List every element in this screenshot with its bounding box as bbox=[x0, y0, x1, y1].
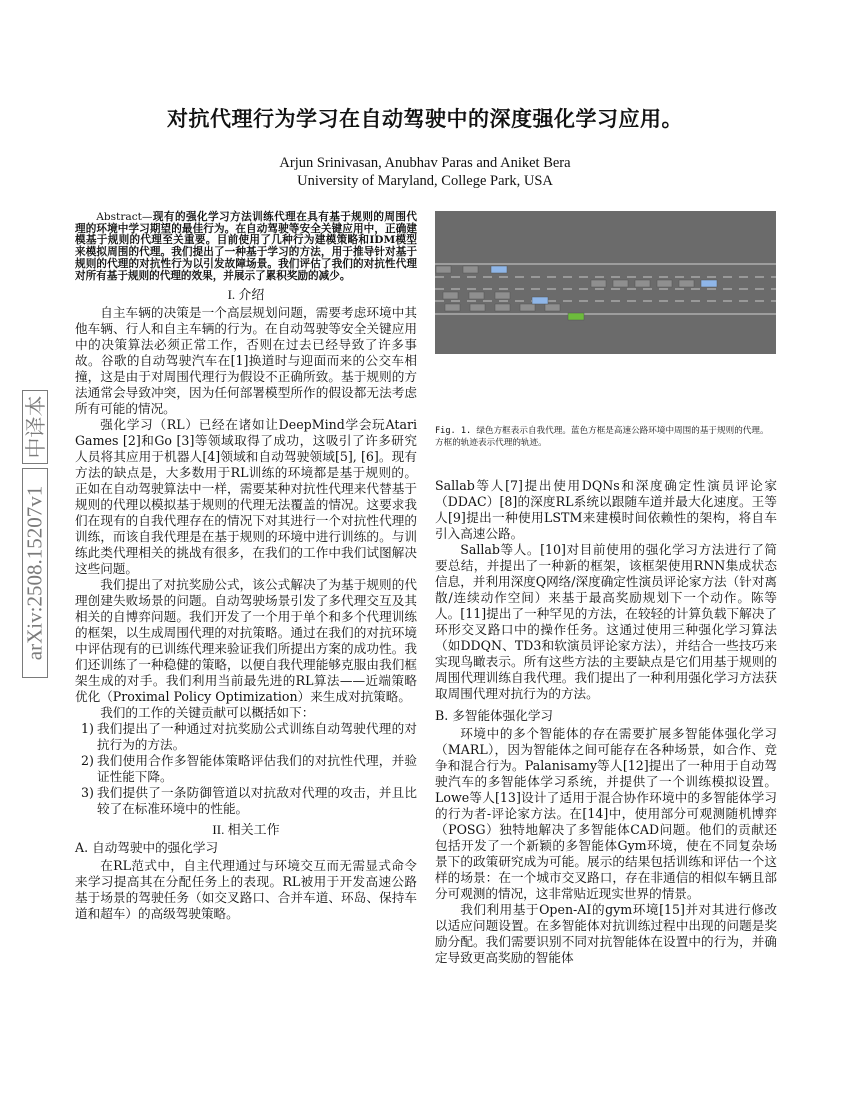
trail-box bbox=[495, 292, 510, 299]
abstract-lead: Abstract— bbox=[96, 211, 153, 223]
blue-agent bbox=[491, 266, 507, 273]
trail-box bbox=[591, 280, 606, 287]
intro-paragraph-1: 自主车辆的决策是一个高层规划问题，需要考虑环境中其他车辆、行人和自主车辆的行为。在自动驾驶等安全关键应用中的决策算法必须正常工作，否则在过去已经导致了许多事故。谷歌的自动驾驶汽车在[1]换道时与迎面而来的公交车相撞，这是由于对周围代理行为假设不正确所致。基于规则的方法通常会导致冲突，因为任何部署模型所作的假设都无法考虑所有可能的情况。 bbox=[75, 305, 417, 417]
trail-box bbox=[520, 304, 535, 311]
list-item: 1) 我们提出了一种通过对抗奖励公式训练自动驾驶代理的对抗行为的方法。 bbox=[81, 721, 417, 753]
trail-box bbox=[495, 304, 510, 311]
trail-box bbox=[469, 292, 484, 299]
contributions-intro: 我们的工作的关键贡献可以概括如下： bbox=[100, 705, 315, 721]
trail-box bbox=[613, 280, 628, 287]
right-paragraph-2: Sallab等人。[10]对目前使用的强化学习方法进行了简要总结，并提出了一种新的框架，该框架使用RNN集成状态信息，并利用深度Q网络/深度确定性演员评论家方法（针对离散/连续动作空间）来基于最高奖励规划下一个动作。陈等人。[11]提出了一种罕见的方法，在较轻的计算负载下解决了环形交叉路口中的操作任务。这通过使用三种强化学习算法（如DDQN、TD3和软演员评论家方法），并结合一些技巧来实现鸟瞰表示。所有这些方法的主要缺点是它们用基于规则的周围代理训练自我代理。我们提出了一种利用强化学习方法获取周围代理对抗行为的方法。 bbox=[435, 542, 778, 701]
subsection-heading-b: B. 多智能体强化学习 bbox=[435, 708, 554, 723]
contributions-list bbox=[75, 721, 417, 817]
right-paragraph-3: 环境中的多个智能体的存在需要扩展多智能体强化学习（MARL），因为智能体之间可能存在各种场景，如合作、竞争和混合行为。Palanisamy等人[12]提出了一种用于自动驾驶汽车的多智能体学习系统，并提供了一个训练模拟设置。Lowe等人[13]设计了适用于混合协作环境中的多智能体学习的行为者-评论家方法。在[14]中，使用部分可观测随机博弈（POSG）独特地解决了多智能体CAD问题。他们的贡献还包括开发了一个新颖的多智能体Gym环境，使在不同复杂场景下的政策研究成为可能。展示的结果包括训练和评估一个这样的场景：在一个城市交叉路口，存在非通信的相似车辆且部分可观测的情况，这非常贴近现实世界的情景。 bbox=[435, 726, 777, 901]
watermark-label-box bbox=[22, 390, 48, 464]
author-block bbox=[0, 154, 850, 190]
list-item: 2) 我们使用合作多智能体策略评估我们的对抗性代理，并验证性能下降。 bbox=[81, 753, 417, 785]
trail-box bbox=[635, 280, 650, 287]
trail-box bbox=[679, 280, 694, 287]
left-column bbox=[75, 212, 417, 922]
section-heading-related: II. 相关工作 bbox=[212, 822, 280, 838]
authors: Arjun Srinivasan, Anubhav Paras and Aniket Bera bbox=[279, 155, 571, 171]
trail-box bbox=[443, 292, 458, 299]
blue-agent bbox=[532, 297, 548, 304]
affiliation: University of Maryland, College Park, USA bbox=[297, 173, 553, 189]
trail-box bbox=[463, 266, 478, 273]
trail-box bbox=[470, 304, 485, 311]
list-item: 3) 我们提供了一条防御管道以对抗敌对代理的攻击，并且比较了在标准环境中的性能。 bbox=[81, 785, 417, 817]
highway-figure bbox=[435, 211, 776, 354]
paper-title: 对抗代理行为学习在自动驾驶中的深度强化学习应用。 bbox=[167, 106, 683, 131]
watermark-arxiv-box bbox=[22, 468, 48, 678]
abstract-text: 现有的强化学习方法训练代理在具有基于规则的周围代理的环境中学习期望的最佳行为。在自动驾驶等安全关键应用中，正确建模基于规则的代理至关重要。目前使用了几种行为建模策略和IDM模型来模拟周围的代理。我们提出了一种基于学习的方法，用于推导针对基于规则的代理的对抗性行为以引发故障场景。我们评估了我们的对抗性代理对所有基于规则的代理的效果，并展示了累积奖励的减少。 bbox=[75, 211, 417, 282]
watermark-label: 中译本 bbox=[24, 395, 48, 459]
subsection-heading-a: A. 自动驾驶中的强化学习 bbox=[75, 840, 219, 856]
right-paragraph-1: Sallab等人[7]提出使用DQNs和深度确定性演员评论家（DDAC）[8]的深度RL系统以跟随车道并最大化速度。王等人[9]提出一种使用LSTM来建模时间依赖性的架构，将自车引入高速公路。 bbox=[435, 478, 777, 541]
right-paragraph-4: 我们利用基于Open-AI的gym环境[15]并对其进行修改以适应问题设置。在多智能体对抗训练过程中出现的问题是奖励分配。我们需要识别不同对抗智能体在设置中的行为，并确定导致更高奖励的智能体 bbox=[435, 902, 777, 965]
trail-box bbox=[545, 304, 560, 311]
watermark-arxiv-id: arXiv:2508.15207v1 bbox=[22, 485, 47, 661]
trail-box bbox=[436, 266, 451, 273]
trail-box bbox=[445, 304, 460, 311]
trail-box bbox=[657, 280, 672, 287]
blue-agent bbox=[701, 280, 717, 287]
section-heading-intro: I. 介绍 bbox=[227, 287, 265, 303]
figure-caption: Fig. 1. 绿色方框表示自我代理。蓝色方框是高速公路环境中周围的基于规则的代理。方框的轨迹表示代理的轨迹。 bbox=[435, 426, 769, 448]
arxiv-watermark bbox=[22, 390, 50, 680]
abstract bbox=[75, 212, 417, 282]
intro-paragraph-2: 强化学习（RL）已经在诸如让DeepMind学会玩Atari Games [2]和Go [3]等领域取得了成功，这吸引了许多研究人员将其应用于机器人[4]领域和自动驾驶领域[5], [6]。现有方法的缺点是，大多数用于RL训练的环境都是基于规则的。正如在自动驾驶算法中一样，需要某种对抗性代理来代替基于规则的代理以模拟基于规则的代理无法覆盖的情况。这要求我们在现有的自我代理存在的情况下对其进行一个对抗性代理的训练，而该自我代理是在基于规则的环境中进行训练的。与训练此类代理相关的挑战有很多，在我们的工作中我们试图解决这些问题。 bbox=[75, 417, 417, 577]
related-paragraph-a1: 在RL范式中，自主代理通过与环境交互而无需显式命令来学习提高其在分配任务上的表现。RL被用于开发高速公路基于场景的驾驶任务（如交叉路口、合并车道、环岛、保持车道和超车）的高级驾驶策略。 bbox=[75, 858, 417, 922]
intro-paragraph-3: 我们提出了对抗奖励公式，该公式解决了为基于规则的代理创建失败场景的问题。自动驾驶场景引发了多代理交互及其相关的自博弈问题。我们开发了一个用于单个和多个代理训练的框架，以生成周围代理的对抗策略。通过在我们的对抗环境中评估现有的已训练代理来验证我们所提出方案的成功性。我们还训练了一种稳健的策略，以便自我代理能够克服由我们框架生成的对手。我们利用当前最先进的RL算法——近端策略优化（Proximal Policy Optimization）来生成对抗策略。 bbox=[75, 577, 417, 705]
ego-agent bbox=[568, 313, 584, 320]
right-column bbox=[435, 478, 777, 966]
